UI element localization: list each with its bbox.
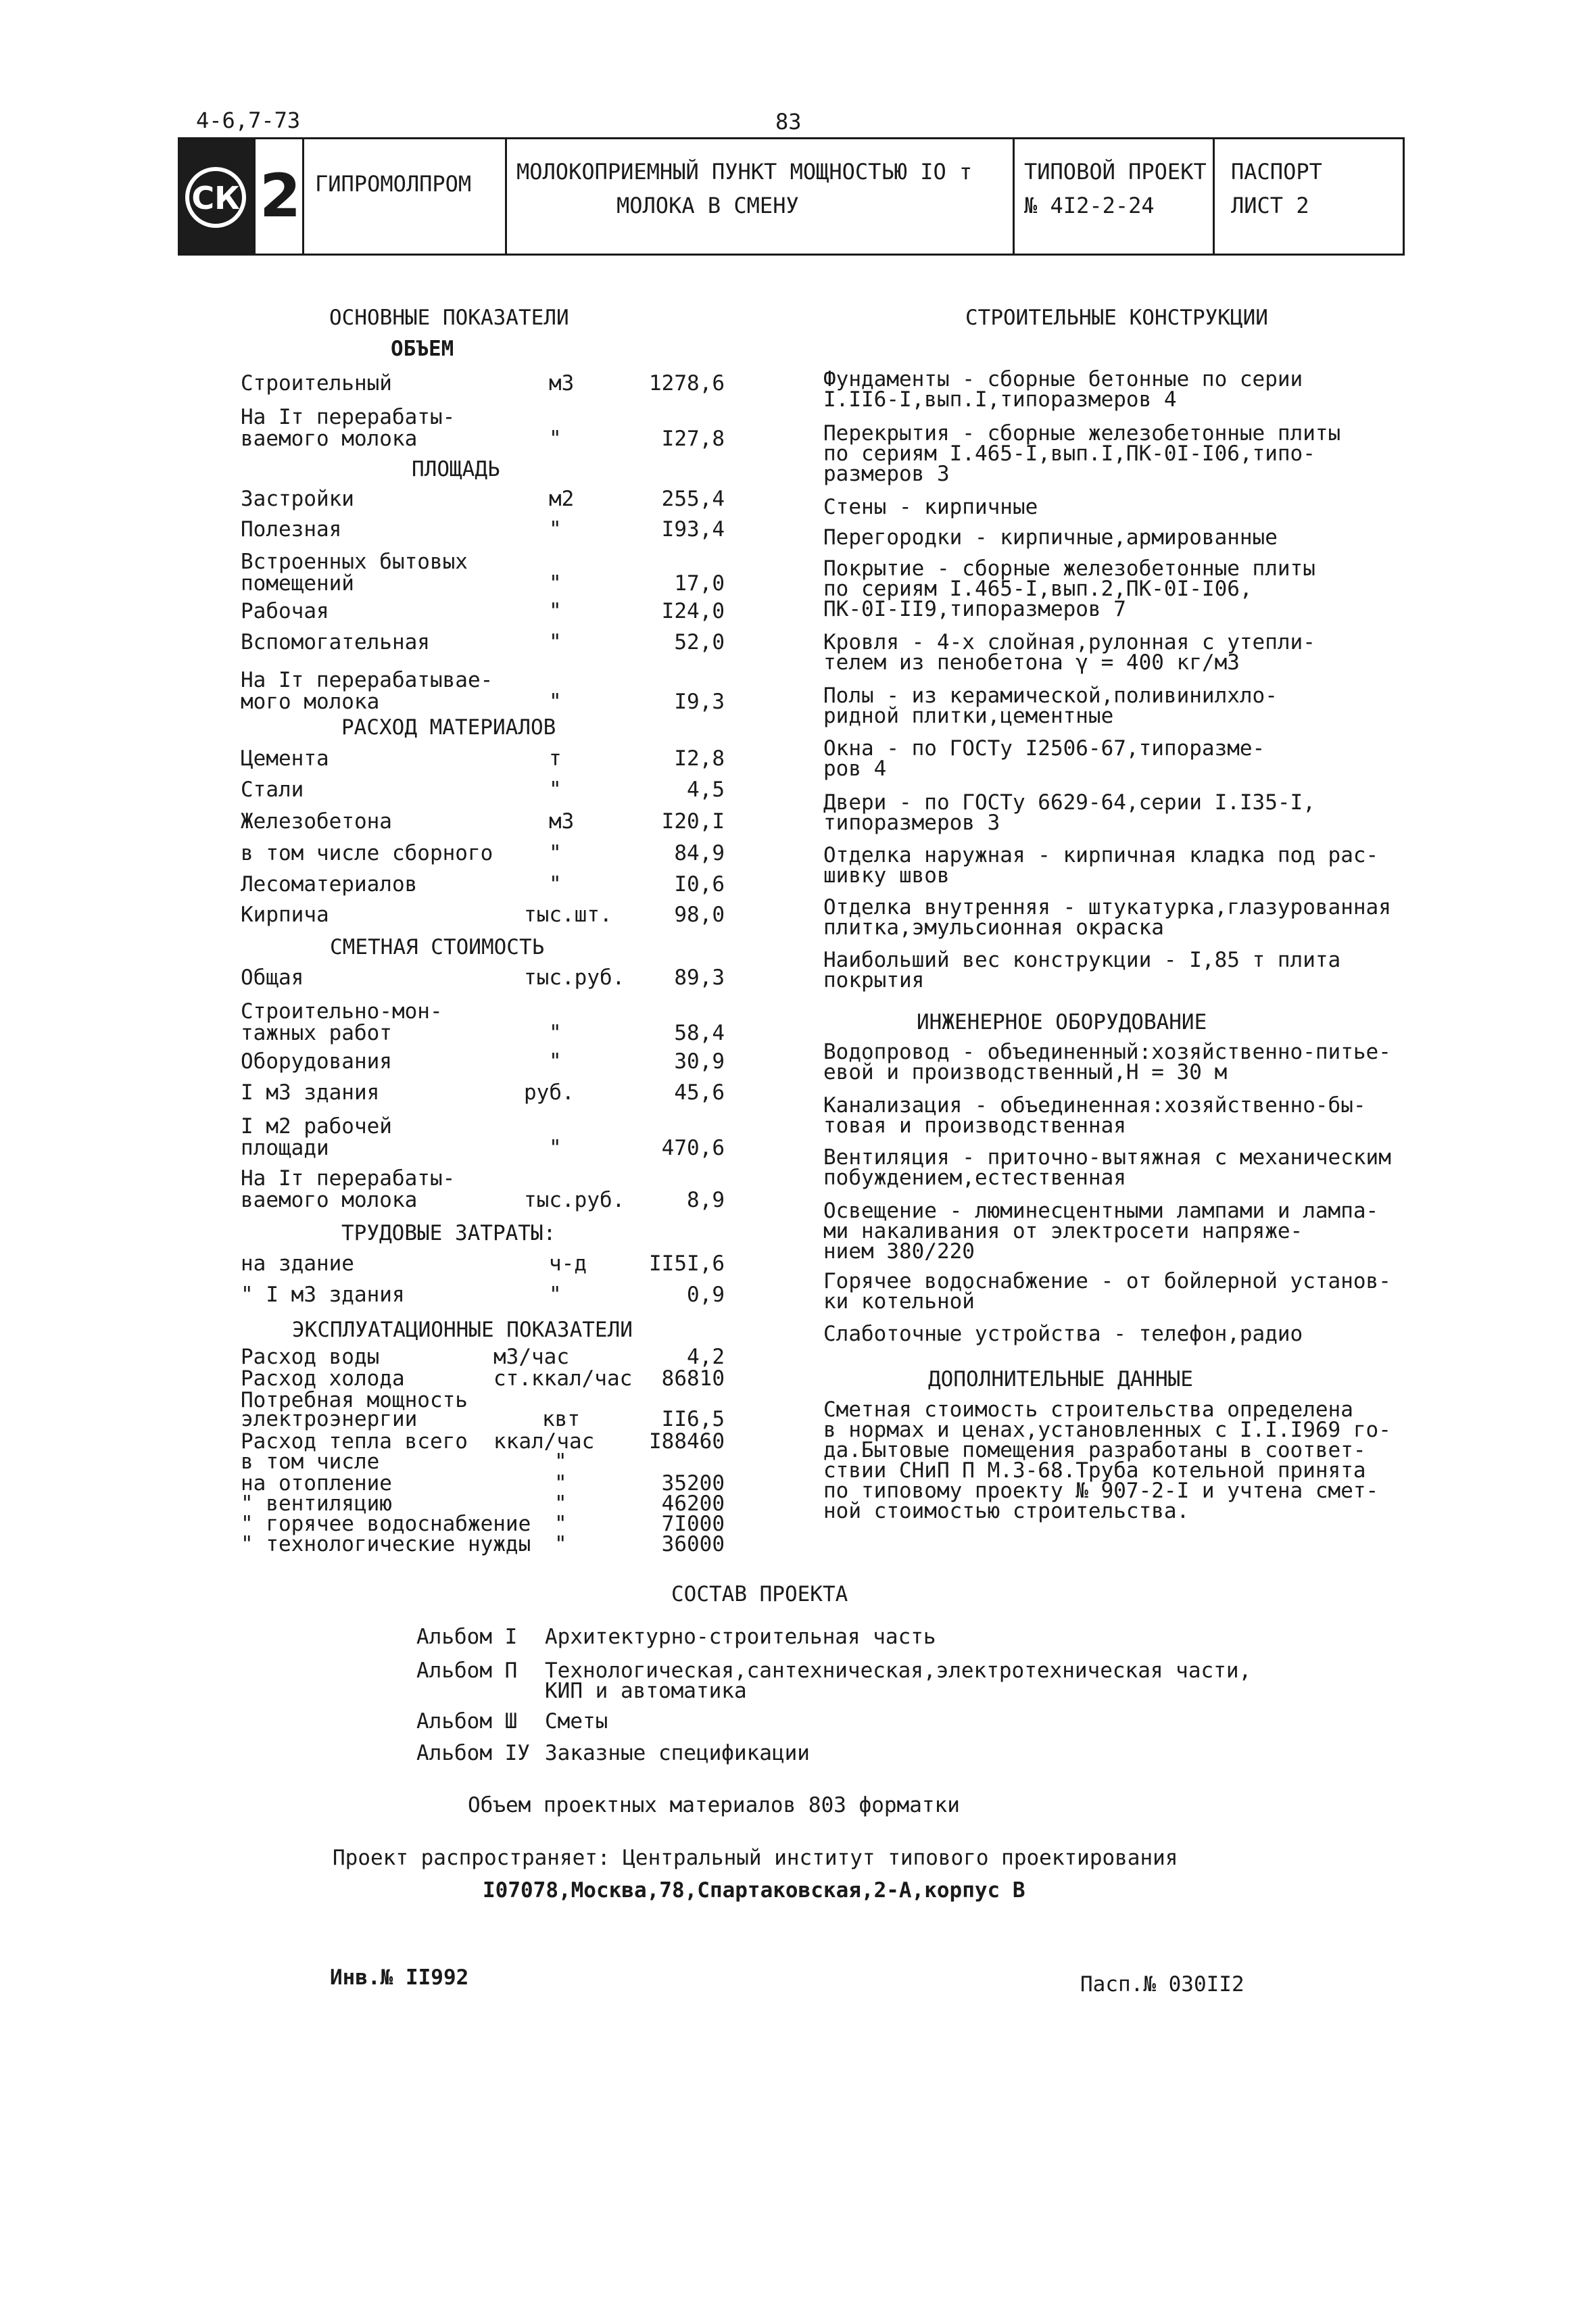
indicator-name: на отопление	[241, 1471, 392, 1496]
passport-cell	[1215, 139, 1403, 254]
indicator-unit: "	[549, 630, 562, 654]
indicator-name: площади	[241, 1136, 329, 1160]
indicator-name: " технологические нужды	[241, 1532, 531, 1556]
album-label: Альбом IУ	[416, 1741, 530, 1765]
indicator-unit: "	[549, 778, 562, 802]
indicator-name: Строительно-мон-	[241, 999, 443, 1024]
indicator-name: Встроенных бытовых	[241, 550, 468, 574]
engineering-item	[823, 1042, 1418, 1082]
construction-item	[823, 792, 1418, 833]
indicator-name: в том числе	[241, 1450, 380, 1474]
indicator-unit: "	[554, 1491, 567, 1516]
additional-title: ДОПОЛНИТЕЛЬНЫЕ ДАННЫЕ	[928, 1367, 1193, 1391]
engineering-item-line: нием 380/220	[823, 1239, 975, 1264]
indicator-name: Цемента	[241, 746, 329, 771]
construction-item-line: ридной плитки,цементные	[823, 704, 1114, 728]
indicator-name: ваемого молока	[241, 1188, 418, 1212]
indicator-value: 30,9	[674, 1049, 725, 1074]
project-type-label: ТИПОВОЙ ПРОЕКТ	[1024, 159, 1207, 185]
engineering-item	[823, 1147, 1418, 1188]
document-code: 4-6,7-73	[196, 108, 301, 133]
indicator-value: I0,6	[674, 872, 725, 897]
organization-name: ГИПРОМОЛПРОМ	[315, 171, 472, 197]
construction-item	[823, 686, 1418, 726]
indicator-unit: "	[549, 517, 562, 542]
indicator-unit: тыс.шт.	[524, 903, 612, 927]
engineering-item	[823, 1201, 1418, 1262]
indicator-unit: тыс.руб.	[524, 965, 625, 990]
indicator-name: Расход тепла всего	[241, 1429, 468, 1454]
album-label: Альбом П	[416, 1658, 518, 1683]
indicator-unit: "	[549, 1283, 562, 1307]
indicator-value: I27,8	[661, 427, 725, 451]
cost-heading: СМЕТНАЯ СТОИМОСТЬ	[330, 935, 545, 959]
indicator-name: Стали	[241, 778, 304, 802]
indicator-value: I88460	[649, 1429, 725, 1454]
construction-item-line: I.II6-I,вып.I,типоразмеров 4	[823, 387, 1177, 412]
indicator-unit: квт	[542, 1407, 580, 1431]
indicator-value: 45,6	[674, 1080, 725, 1105]
indicator-name: Строительный	[241, 371, 392, 396]
indicator-value: II5I,6	[649, 1251, 725, 1276]
album-description: КИП и автоматика	[545, 1679, 747, 1703]
construction-item	[823, 632, 1418, 673]
indicator-value: 36000	[661, 1532, 725, 1556]
indicator-unit: руб.	[524, 1080, 575, 1105]
construction-item-line: размеров 3	[823, 462, 950, 486]
indicator-value: I24,0	[661, 599, 725, 623]
indicator-value: I20,I	[661, 809, 725, 834]
additional-line: по типовому проекту № 907-2-I и учтена смет-	[823, 1479, 1379, 1503]
indicator-unit: м3	[549, 371, 575, 396]
indicator-name: На Iт перерабаты-	[241, 405, 456, 429]
construction-item-line: ПК-0I-II9,типоразмеров 7	[823, 597, 1126, 621]
indicator-name: Кирпича	[241, 903, 329, 927]
construction-item	[823, 369, 1418, 410]
indicator-name: электроэнергии	[241, 1407, 418, 1431]
indicator-value: 89,3	[674, 965, 725, 990]
distributor-line1: Проект распространяет: Центральный институт типового проектирования	[333, 1846, 1178, 1870]
sheet-digit: 2	[260, 161, 301, 231]
indicator-name: Железобетона	[241, 809, 392, 834]
additional-line: ной стоимостью строительства.	[823, 1499, 1190, 1523]
engineering-item-line: Горячее водоснабжение - от бойлерной установ-	[823, 1269, 1391, 1293]
indicator-value: 7I000	[661, 1512, 725, 1536]
construction-item-line: Отделка наружная - кирпичная кладка под рас-	[823, 843, 1379, 867]
engineering-item-line: Вентиляция - приточно-вытяжная с механическим	[823, 1145, 1391, 1170]
album-label: Альбом I	[416, 1625, 518, 1649]
indicator-name: На Iт перерабаты-	[241, 1166, 456, 1191]
indicator-value: 470,6	[661, 1136, 725, 1160]
indicator-unit: "	[549, 872, 562, 897]
main-indicators-title: ОСНОВНЫЕ ПОКАЗАТЕЛИ	[329, 306, 569, 330]
project-number-cell	[1015, 139, 1215, 254]
album-description: Технологическая,сантехническая,электротехническая части,	[545, 1658, 1252, 1683]
album-label: Альбом Ш	[416, 1709, 518, 1734]
construction-item-line: Двери - по ГОСТу 6629-64,серии I.I35-I,	[823, 790, 1315, 815]
indicator-value: 17,0	[674, 571, 725, 596]
indicator-name: " горячее водоснабжение	[241, 1512, 531, 1536]
engineering-item-line: Канализация - объединенная:хозяйственно-бы-	[823, 1093, 1366, 1118]
indicator-unit: ч-д	[549, 1251, 587, 1276]
project-number: № 4I2-2-24	[1024, 193, 1155, 218]
indicator-value: II6,5	[661, 1407, 725, 1431]
indicator-value: 255,4	[661, 487, 725, 511]
indicator-unit: ст.ккал/час	[493, 1366, 633, 1391]
title-block	[178, 137, 1405, 256]
indicator-name: в том числе сборного	[241, 841, 493, 865]
indicator-value: 1278,6	[649, 371, 725, 396]
indicator-value: 8,9	[687, 1188, 725, 1212]
construction-item-line: Фундаменты - сборные бетонные по серии	[823, 367, 1303, 391]
indicator-unit: "	[554, 1512, 567, 1536]
construction-item-line: ров 4	[823, 757, 887, 781]
construction-item-line: Перегородки - кирпичные,армированные	[823, 525, 1278, 550]
indicator-value: 4,5	[687, 778, 725, 802]
indicator-name: I м3 здания	[241, 1080, 380, 1105]
indicator-unit: "	[549, 1049, 562, 1074]
album-description: Сметы	[545, 1709, 608, 1734]
indicator-name: Полезная	[241, 517, 342, 542]
indicator-name: Рабочая	[241, 599, 329, 623]
organization-cell	[304, 139, 507, 254]
page-number: 83	[775, 109, 802, 135]
construction-item-line: Отделка внутренняя - штукатурка,глазурованная	[823, 895, 1391, 920]
indicator-unit: м3	[549, 809, 575, 834]
indicator-value: I9,3	[674, 690, 725, 714]
construction-item-line: Перекрытия - сборные железобетонные плиты	[823, 421, 1341, 446]
construction-item-line: плитка,эмульсионная окраска	[823, 915, 1164, 940]
indicator-unit: "	[549, 599, 562, 623]
construction-item-line: Полы - из керамической,поливинилхло-	[823, 684, 1278, 708]
construction-item-line: Наибольший вес конструкции - I,85 т плита	[823, 948, 1341, 972]
indicator-name: Потребная мощность	[241, 1388, 468, 1412]
engineering-item	[823, 1095, 1418, 1136]
indicator-name: Общая	[241, 965, 304, 990]
construction-item	[823, 497, 1418, 517]
engineering-item	[823, 1271, 1418, 1312]
engineering-title: ИНЖЕНЕРНОЕ ОБОРУДОВАНИЕ	[917, 1010, 1207, 1034]
indicator-name: Расход холода	[241, 1366, 405, 1391]
sk-logo-icon	[180, 139, 251, 254]
volume-heading: ОБЪЕМ	[391, 337, 454, 361]
distributor-address: I07078,Москва,78,Спартаковская,2-А,корпус В	[483, 1878, 1025, 1903]
project-title-cell	[507, 139, 1015, 254]
indicator-name: ваемого молока	[241, 427, 418, 451]
indicator-name: I м2 рабочей	[241, 1114, 392, 1139]
construction-item-line: типоразмеров 3	[823, 811, 1000, 835]
additional-paragraph	[823, 1400, 1418, 1521]
indicator-unit: ккал/час	[493, 1429, 595, 1454]
sheet-label: ЛИСТ 2	[1231, 193, 1309, 218]
indicator-name: " I м3 здания	[241, 1283, 405, 1307]
project-title-line1: МОЛОКОПРИЕМНЫЙ ПУНКТ МОЩНОСТЬЮ IO т	[516, 159, 973, 185]
engineering-item-line: Слаботочные устройства - телефон,радио	[823, 1322, 1303, 1346]
indicator-name: " вентиляцию	[241, 1491, 392, 1516]
indicator-unit: тыс.руб.	[524, 1188, 625, 1212]
indicator-unit: "	[549, 1136, 562, 1160]
construction-item-line: шивку швов	[823, 863, 950, 888]
construction-item	[823, 558, 1418, 619]
passport-number: Пасп.№ 030II2	[1080, 1972, 1244, 1997]
indicator-name: помещений	[241, 571, 354, 596]
construction-item-line: по сериям I.465-I,вып.I,ПК-0I-I06,типо-	[823, 441, 1315, 466]
project-title-line2: МОЛОКА В СМЕНУ	[616, 193, 799, 218]
operational-heading: ЭКСПЛУАТАЦИОННЫЕ ПОКАЗАТЕЛИ	[292, 1318, 633, 1342]
indicator-unit: "	[554, 1532, 567, 1556]
indicator-unit: "	[554, 1450, 567, 1474]
sheet-digit-cell	[256, 139, 304, 254]
additional-line: в нормах и ценах,установленных с I.I.I969 го-	[823, 1418, 1391, 1442]
indicator-value: I2,8	[674, 746, 725, 771]
indicator-value: 84,9	[674, 841, 725, 865]
indicator-unit: "	[549, 841, 562, 865]
indicator-value: 86810	[661, 1366, 725, 1391]
engineering-item-line: ми накаливания от электросети напряже-	[823, 1219, 1303, 1243]
indicator-name: на здание	[241, 1251, 354, 1276]
indicator-name: Лесоматериалов	[241, 872, 418, 897]
area-heading: ПЛОЩАДЬ	[412, 457, 500, 481]
indicator-value: I93,4	[661, 517, 725, 542]
engineering-item-line: ки котельной	[823, 1289, 975, 1314]
construction-item	[823, 738, 1418, 779]
engineering-item-line: побуждением,естественная	[823, 1166, 1126, 1190]
passport-label: ПАСПОРТ	[1231, 159, 1322, 185]
indicator-name: мого молока	[241, 690, 380, 714]
construction-item-line: Окна - по ГОСТу I2506-67,типоразме-	[823, 736, 1265, 761]
indicator-value: 0,9	[687, 1283, 725, 1307]
indicator-value: 98,0	[674, 903, 725, 927]
additional-line: Сметная стоимость строительства определена	[823, 1398, 1353, 1422]
svg-text:СК: СК	[191, 180, 240, 216]
materials-heading: РАСХОД МАТЕРИАЛОВ	[341, 715, 556, 740]
engineering-item-line: товая и производственная	[823, 1114, 1126, 1138]
indicator-value: 52,0	[674, 630, 725, 654]
construction-item-line: Стены - кирпичные	[823, 495, 1038, 519]
composition-title: СОСТАВ ПРОЕКТА	[671, 1582, 848, 1606]
construction-item	[823, 845, 1418, 886]
additional-line: ствии СНиП П М.3-68.Труба котельной принята	[823, 1458, 1366, 1483]
constructions-title: СТРОИТЕЛЬНЫЕ КОНСТРУКЦИИ	[965, 306, 1268, 330]
construction-item-line: покрытия	[823, 968, 925, 993]
indicator-value: 58,4	[674, 1021, 725, 1045]
engineering-item	[823, 1324, 1418, 1344]
inventory-number: Инв.№ II992	[330, 1965, 469, 1990]
indicator-name: тажных работ	[241, 1021, 392, 1045]
construction-item	[823, 950, 1418, 991]
additional-line: да.Бытовые помещения разработаны в соответ-	[823, 1438, 1366, 1462]
indicator-name: Застройки	[241, 487, 354, 511]
engineering-item-line: Освещение - люминесцентными лампами и лампа-	[823, 1199, 1379, 1223]
construction-item	[823, 897, 1418, 938]
construction-item-line: по сериям I.465-I,вып.2,ПК-0I-I06,	[823, 577, 1253, 601]
indicator-unit: т	[549, 746, 562, 771]
logo-cell	[180, 139, 256, 254]
engineering-item-line: Водопровод - объединенный:хозяйственно-питье-	[823, 1040, 1391, 1064]
indicator-name: Оборудования	[241, 1049, 392, 1074]
labor-heading: ТРУДОВЫЕ ЗАТРАТЫ:	[341, 1221, 556, 1245]
construction-item	[823, 527, 1418, 548]
indicator-unit: "	[549, 571, 562, 596]
indicator-value: 4,2	[687, 1345, 725, 1369]
indicator-value: 46200	[661, 1491, 725, 1516]
indicator-unit: м2	[549, 487, 575, 511]
album-description: Архитектурно-строительная часть	[545, 1625, 936, 1649]
volume-of-materials: Объем проектных материалов 803 форматки	[468, 1793, 960, 1817]
construction-item-line: Кровля - 4-х слойная,рулонная с утепли-	[823, 630, 1315, 654]
indicator-name: Вспомогательная	[241, 630, 430, 654]
indicator-name: Расход воды	[241, 1345, 380, 1369]
indicator-name: На Iт перерабатывае-	[241, 668, 493, 692]
indicator-unit: "	[549, 427, 562, 451]
engineering-item-line: евой и производственный,Н = 30 м	[823, 1060, 1228, 1084]
construction-item	[823, 423, 1418, 484]
indicator-unit: "	[549, 690, 562, 714]
indicator-unit: "	[554, 1471, 567, 1496]
indicator-value: 35200	[661, 1471, 725, 1496]
indicator-unit: м3/час	[493, 1345, 569, 1369]
construction-item-line: Покрытие - сборные железобетонные плиты	[823, 556, 1315, 581]
construction-item-line: телем из пенобетона γ = 400 кг/м3	[823, 650, 1240, 675]
album-description: Заказные спецификации	[545, 1741, 810, 1765]
indicator-unit: "	[549, 1021, 562, 1045]
